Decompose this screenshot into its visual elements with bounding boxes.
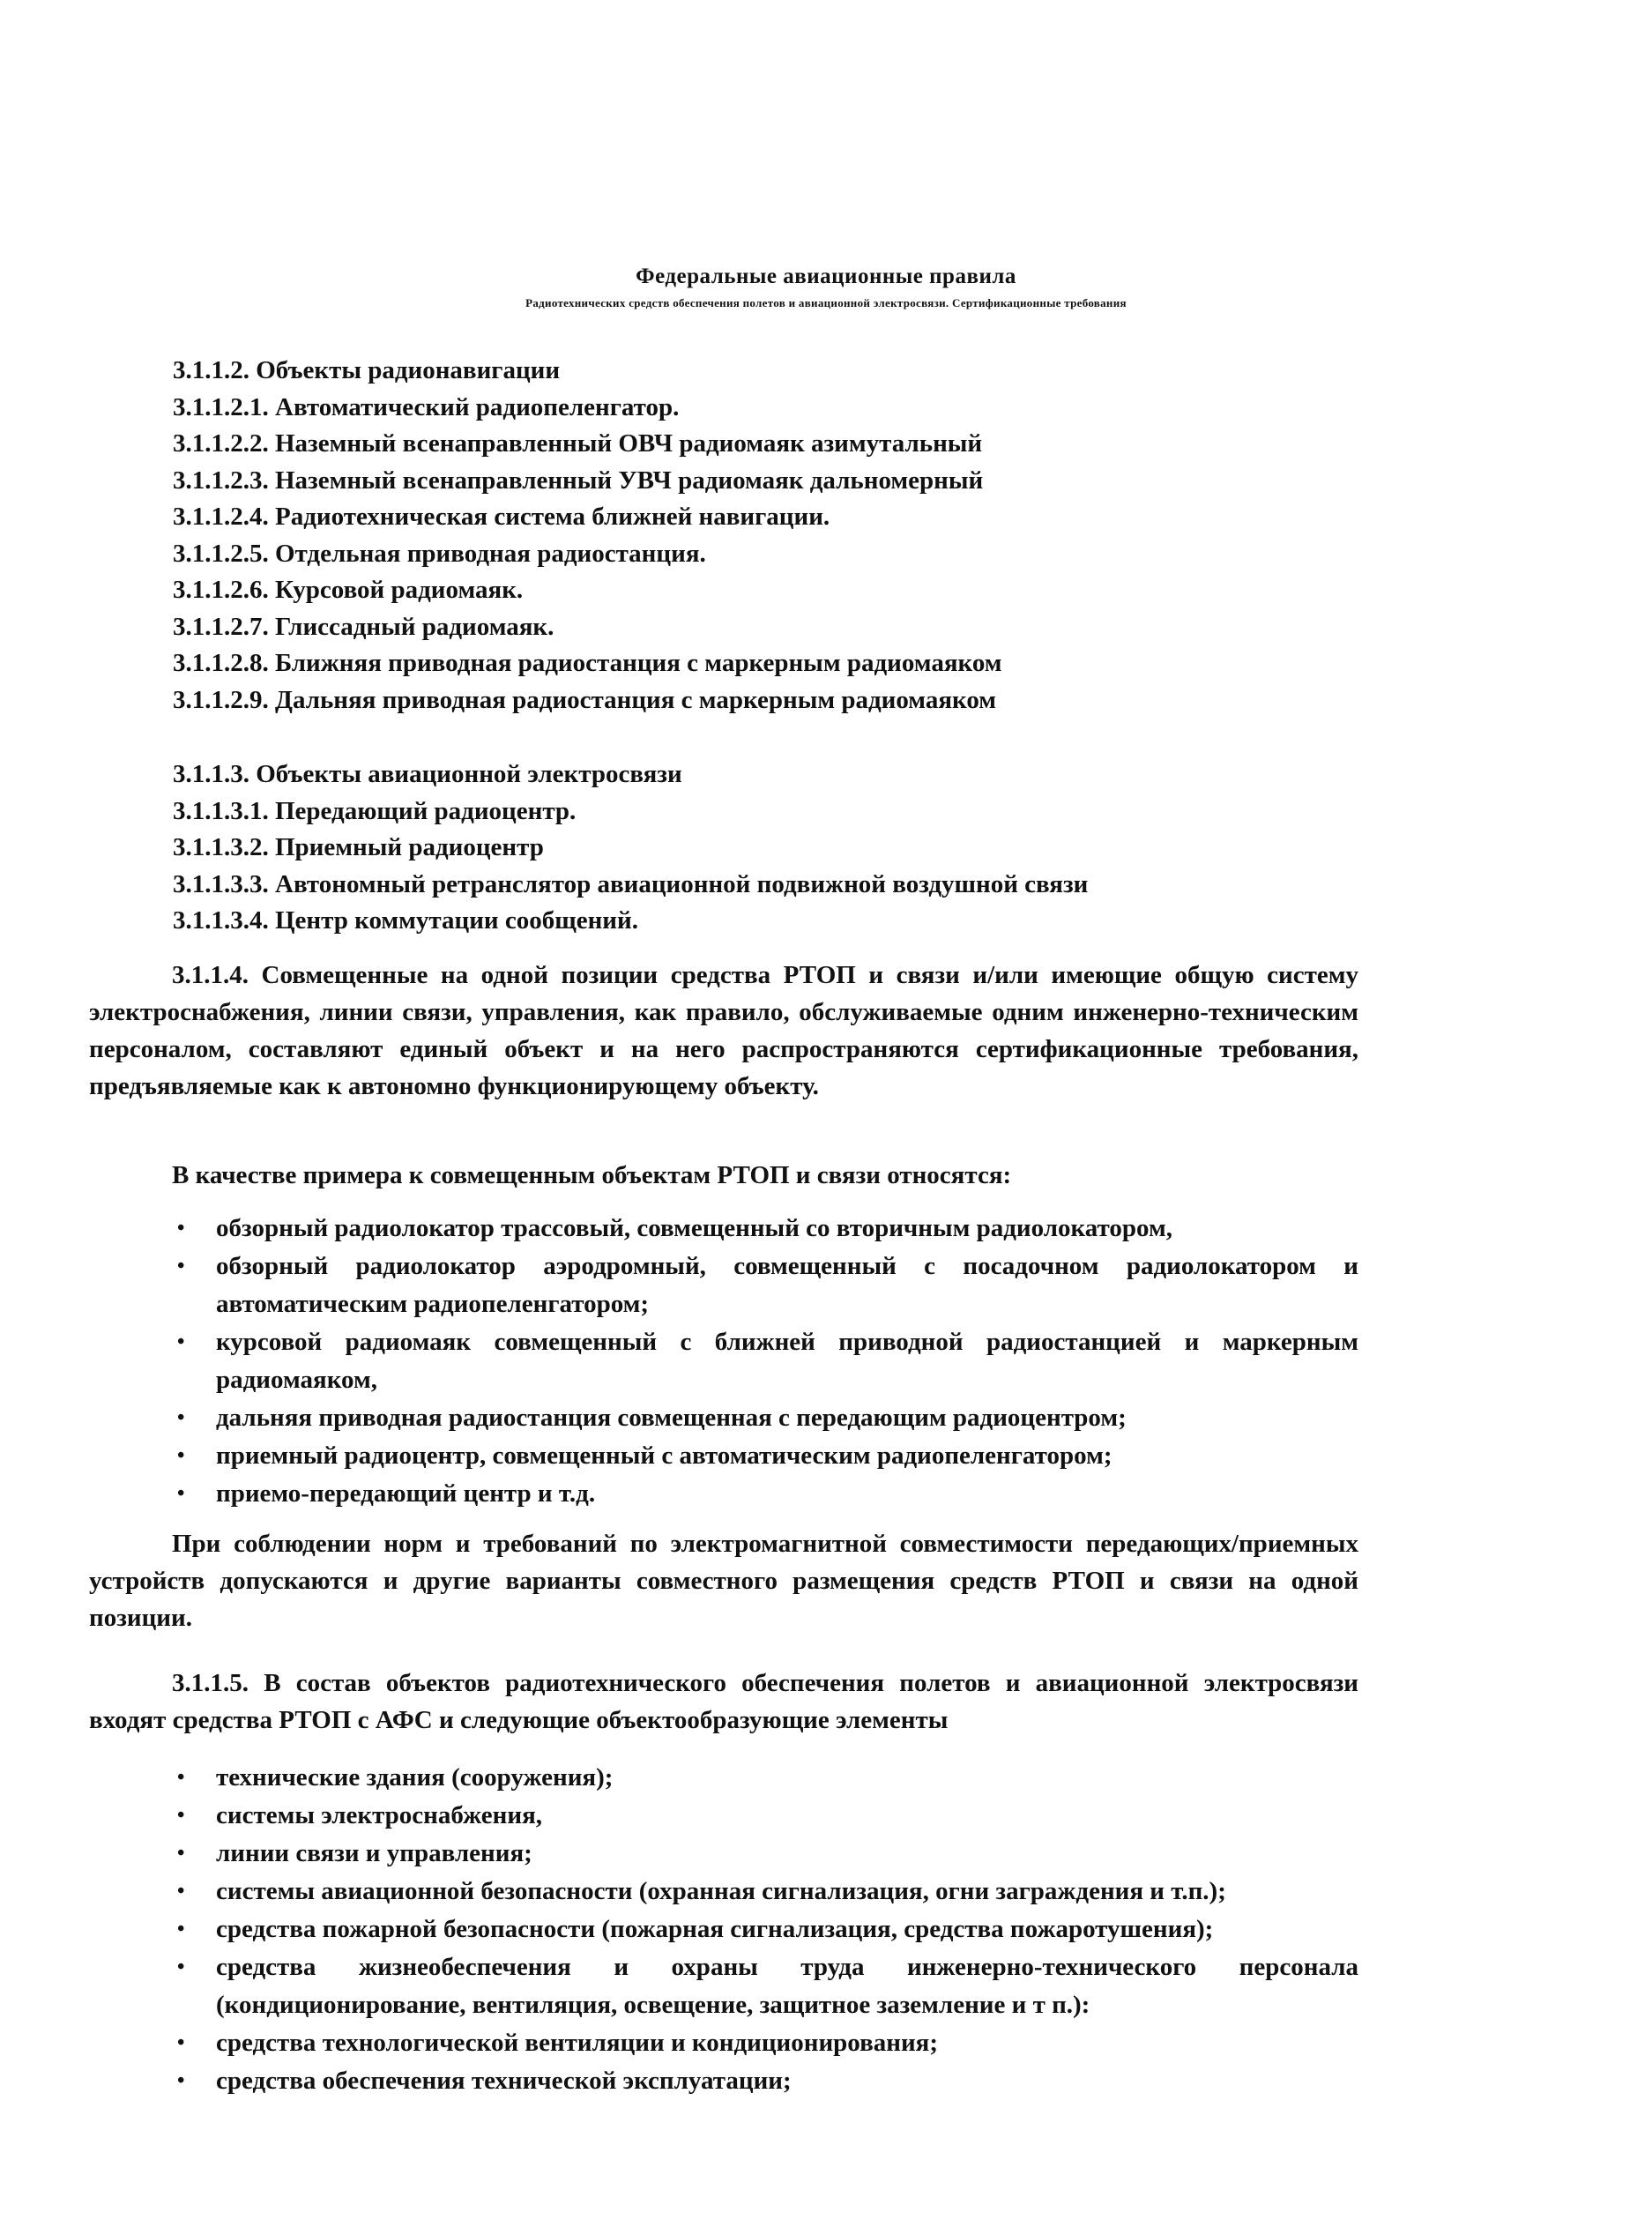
list-item — [177, 1948, 1358, 2024]
list-item — [177, 1873, 1358, 1911]
bullet-icon: • — [177, 2031, 185, 2054]
document-header-subtitle: Радиотехнических средств обеспечения полетов и авиационной электросвязи. Сертификационные требования — [525, 296, 1127, 309]
bullet-icon: • — [177, 1804, 185, 1827]
bullet-icon: • — [177, 1766, 185, 1789]
list-item — [177, 1437, 1358, 1475]
bullet-icon: • — [177, 1842, 185, 1865]
section-heading-3-1-1-2: 3.1.1.2. Объекты радионавигации — [173, 356, 561, 384]
list-item — [177, 1475, 1358, 1513]
list-item — [177, 1797, 1358, 1835]
list-item: 3.1.1.2.2. Наземный всенаправленный ОВЧ радиомаяк азимутальный — [173, 429, 983, 458]
list-item: 3.1.1.3.2. Приемный радиоцентр — [173, 833, 544, 861]
list-item: 3.1.1.2.8. Ближняя приводная радиостанция с маркерным радиомаяком — [173, 649, 1002, 677]
paragraph-emc-note: При соблюдении норм и требований по электромагнитной совместимости передающих/приемных устройств допускаются и другие варианты совместного размещения средств РТОП и связи на одной позиции. — [89, 1530, 1358, 1632]
paragraph-3-1-1-4: 3.1.1.4. Совмещенные на одной позиции средства РТОП и связи и/или имеющие общую систему электроснабжения, линии связи, управления, как правило, обслуживаемые одним инженерно-техническим персоналом, составляют единый объект и на него распространяются сертификационные требования, предъявляемые как к автономно функционирующему объекту. — [89, 961, 1358, 1100]
bullet-icon: • — [177, 1482, 185, 1505]
bullet-icon: • — [177, 1880, 185, 1903]
list-item — [177, 1399, 1358, 1437]
list-item: 3.1.1.2.9. Дальняя приводная радиостанция с маркерным радиомаяком — [173, 685, 997, 714]
list-item — [177, 1323, 1358, 1399]
bullet-icon: • — [177, 1444, 185, 1467]
list-item-text: технические здания (сооружения); — [216, 1763, 614, 1792]
list-item — [177, 1759, 1358, 1797]
bullet-list-combined-objects — [177, 1210, 1358, 1513]
list-item — [177, 1248, 1358, 1323]
paragraph-example-intro: В качестве примера к совмещенным объектам РТОП и связи относятся: — [172, 1161, 1012, 1189]
list-item — [177, 1911, 1358, 1948]
bullet-icon: • — [177, 2069, 185, 2092]
list-item: 3.1.1.2.4. Радиотехническая система ближней навигации. — [173, 503, 830, 531]
list-item-text: обзорный радиолокатор аэродромный, совмещенный с посадочном радиолокатором и автоматическим радиопеленгатором; — [216, 1252, 1358, 1318]
bullet-icon: • — [177, 1330, 185, 1353]
list-item-text: приемо-передающий центр и т.д. — [216, 1479, 596, 1508]
list-item-text: средства жизнеобеспечения и охраны труда инженерно-технического персонала (кондиционирование, вентиляция, освещение, защитное заземление и т п.): — [216, 1953, 1358, 2019]
list-item: 3.1.1.3.3. Автономный ретранслятор авиационной подвижной воздушной связи — [173, 869, 1089, 898]
list-item-text: курсовой радиомаяк совмещенный с ближней приводной радиостанцией и маркерным радиомаяком, — [216, 1328, 1358, 1394]
bullet-icon: • — [177, 1255, 185, 1278]
list-item-text: системы авиационной безопасности (охранная сигнализация, огни заграждения и т.п.); — [216, 1877, 1226, 1905]
section-spacer — [173, 719, 1407, 756]
list-item-text: приемный радиоцентр, совмещенный с автоматическим радиопеленгатором; — [216, 1442, 1112, 1470]
list-item — [177, 1835, 1358, 1873]
section-list — [173, 353, 1407, 940]
bullet-icon: • — [177, 1406, 185, 1429]
list-item-text: дальняя приводная радиостанция совмещенная с передающим радиоцентром; — [216, 1404, 1127, 1432]
bullet-icon: • — [177, 1217, 185, 1240]
list-item: 3.1.1.3.4. Центр коммутации сообщений. — [173, 906, 638, 935]
bullet-icon: • — [177, 1956, 185, 1978]
paragraph-3-1-1-5: 3.1.1.5. В состав объектов радиотехнического обеспечения полетов и авиационной электросвязи входят средства РТОП с АФС и следующие объектообразующие элементы — [89, 1669, 1358, 1734]
document-header-title: Федеральные авиационные правила — [636, 264, 1016, 288]
list-item-text: системы электроснабжения, — [216, 1801, 543, 1829]
bullet-icon: • — [177, 1918, 185, 1941]
list-item — [177, 2024, 1358, 2062]
list-item: 3.1.1.3.1. Передающий радиоцентр. — [173, 796, 577, 825]
list-item: 3.1.1.2.5. Отдельная приводная радиостанция. — [173, 539, 706, 568]
list-item: 3.1.1.2.1. Автоматический радиопеленгатор. — [173, 392, 680, 421]
list-item: 3.1.1.2.6. Курсовой радиомаяк. — [173, 576, 524, 604]
list-item — [177, 2062, 1358, 2100]
list-item — [177, 1210, 1358, 1248]
list-item: 3.1.1.2.3. Наземный всенаправленный УВЧ радиомаяк дальномерный — [173, 466, 984, 495]
list-item-text: обзорный радиолокатор трассовый, совмещенный со вторичным радиолокатором, — [216, 1214, 1172, 1242]
list-item-text: средства технологической вентиляции и кондиционирования; — [216, 2029, 939, 2057]
list-item-text: линии связи и управления; — [216, 1839, 532, 1867]
list-item: 3.1.1.2.7. Глиссадный радиомаяк. — [173, 612, 554, 641]
bullet-list-object-elements — [177, 1759, 1358, 2100]
section-heading-3-1-1-3: 3.1.1.3. Объекты авиационной электросвязи — [173, 760, 682, 788]
list-item-text: средства обеспечения технической эксплуатации; — [216, 2067, 792, 2095]
list-item-text: средства пожарной безопасности (пожарная сигнализация, средства пожаротушения); — [216, 1915, 1214, 1943]
